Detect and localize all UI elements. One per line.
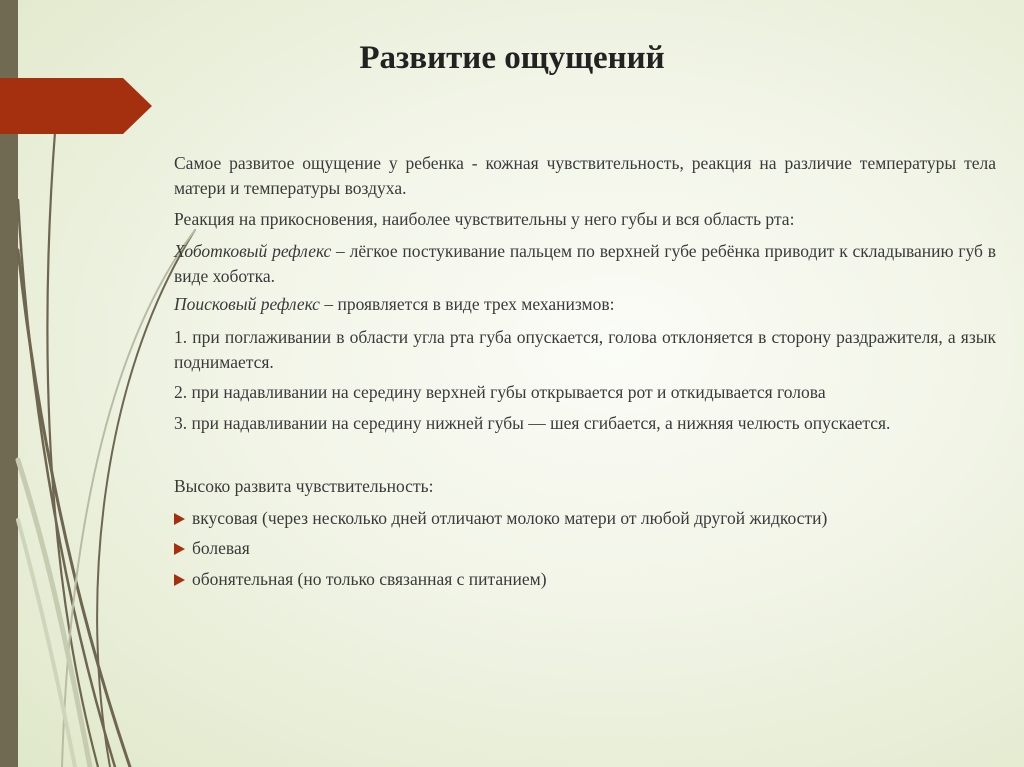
bullet-text: болевая [192, 538, 250, 558]
mechanism-item-2: 2. при надавливании на середину верхней губы открывается рот и откидывается голова [174, 382, 826, 402]
proboscis-reflex-text: – лёгкое постукивание пальцем по верхней губе ребёнка приводит к складыванию губ в виде хоботка. [174, 241, 996, 286]
mechanism-item-1: 1. при поглаживании в области угла рта губа опускается, голова отклоняется в сторону раздражителя, а язык поднимается. [174, 327, 996, 372]
slide-title: Развитие ощущений [359, 40, 665, 76]
term-search-reflex: Поисковый рефлекс [174, 294, 320, 314]
bullet-item [174, 506, 827, 531]
paragraph-search-reflex [174, 292, 996, 317]
bullet-triangle-icon [174, 574, 185, 586]
red-arrow-banner [0, 78, 152, 134]
bullet-triangle-icon [174, 513, 185, 525]
bullet-text: обонятельная (но только связанная с питанием) [192, 569, 547, 589]
bullet-triangle-icon [174, 543, 185, 555]
mechanism-item-3: 3. при надавливании на середину нижней губы — шея сгибается, а нижняя челюсть опускается. [174, 413, 891, 433]
bullet-item [174, 567, 547, 592]
bullet-item [174, 536, 250, 561]
paragraph-touch-reaction: Реакция на прикосновения, наиболее чувствительны у него губы и вся область рта: [174, 209, 795, 229]
bullet-text: вкусовая (через несколько дней отличают молоко матери от любой другой жидкости) [192, 508, 828, 528]
paragraph-skin-sensitivity: Самое развитое ощущение у ребенка - кожная чувствительность, реакция на различие температуры тела матери и температуры воздуха. [174, 153, 996, 198]
sensitivity-heading: Высоко развита чувствительность: [174, 476, 434, 496]
paragraph-proboscis-reflex [174, 239, 996, 289]
term-proboscis-reflex: Хоботковый рефлекс [174, 241, 332, 261]
search-reflex-text: – проявляется в виде трех механизмов: [319, 294, 615, 314]
